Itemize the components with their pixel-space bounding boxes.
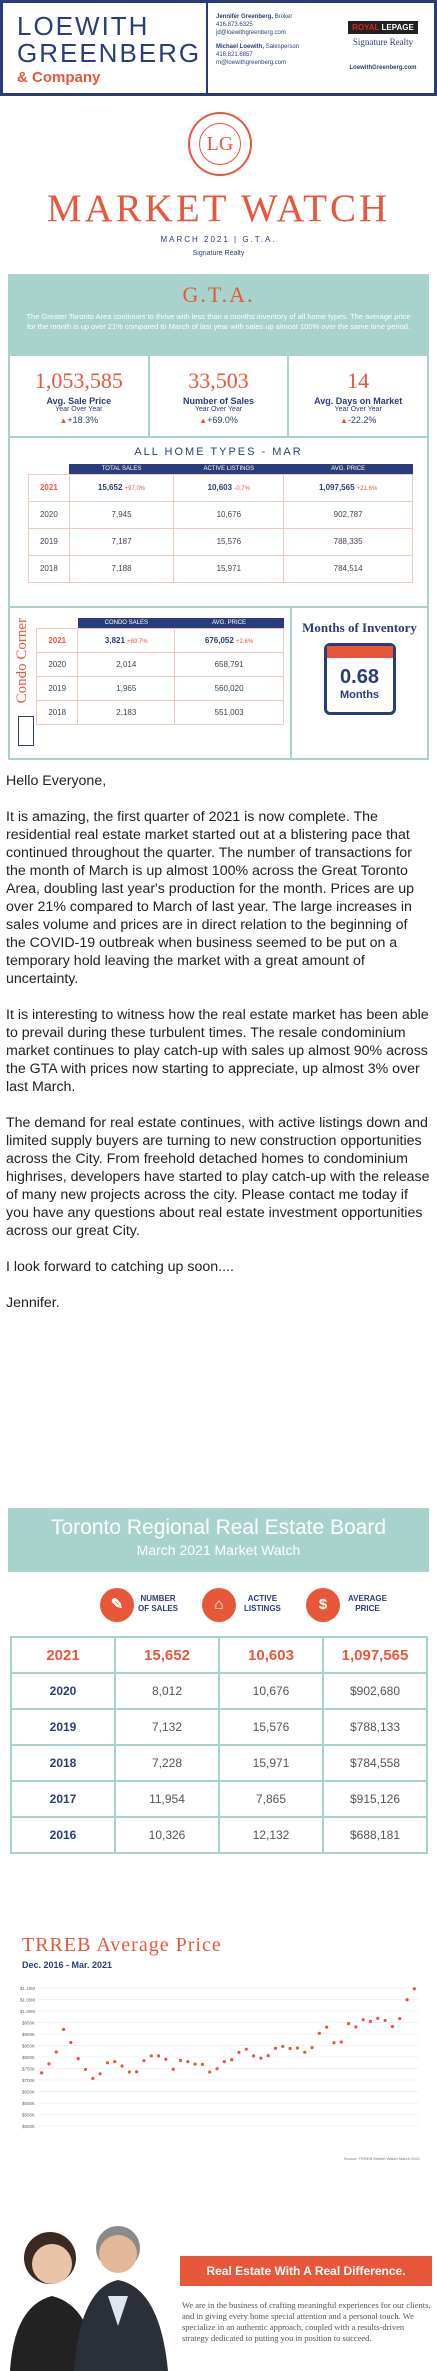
- year-cell: 2016: [11, 1817, 115, 1853]
- price-chart: [8, 1976, 429, 2156]
- data-point: [281, 2045, 284, 2048]
- y-tick-label: $500K: [21, 2124, 35, 2129]
- table-row: 2018 2,183 551,003: [37, 700, 284, 724]
- all-home-types: [10, 436, 427, 606]
- condo-inventory-section: [10, 606, 427, 758]
- stat-label: Avg. Sale Price: [46, 396, 112, 406]
- value-cell: $902,680: [323, 1673, 427, 1709]
- data-point: [150, 2054, 153, 2057]
- table-header-row: [37, 618, 284, 628]
- col-label-price: AVERAGE PRICE: [348, 1594, 387, 1613]
- value-cell: $788,133: [323, 1709, 427, 1745]
- agent2-email[interactable]: m@loewithgreenberg.com: [216, 60, 287, 66]
- trreb-header: [8, 1508, 429, 1572]
- table-row: 2020 7,945 10,676 902,787: [29, 501, 413, 528]
- value-cell: 15,576: [219, 1709, 323, 1745]
- data-point: [40, 2071, 43, 2074]
- table-row: [11, 1817, 427, 1853]
- table-row: 2020 2,014 658,791: [37, 652, 284, 676]
- data-point: [186, 2060, 189, 2063]
- value-cell: 15,652: [115, 1637, 219, 1673]
- agent1-phone[interactable]: 416.873.6325: [216, 22, 253, 28]
- trreb-column-labels: [0, 1584, 437, 1630]
- data-point: [215, 2067, 218, 2070]
- all-home-types-table: [28, 464, 413, 583]
- data-point: [237, 2051, 240, 2054]
- emblem-logo: [188, 112, 252, 176]
- inventory-unit: Months: [339, 689, 380, 701]
- stat-days-market: [289, 356, 427, 436]
- agent2-title: Salesperson: [265, 44, 300, 50]
- y-tick-label: $950K: [21, 2020, 35, 2026]
- table-row: 2021 3,821 +89.7% 676,052 +2.6%: [37, 628, 284, 652]
- tag-icon: ✎: [100, 1588, 134, 1622]
- data-point: [230, 2058, 233, 2061]
- data-point: [77, 2057, 80, 2060]
- data-point: [259, 2057, 262, 2060]
- y-tick-label: $1.00M: [19, 2009, 35, 2014]
- value-cell: 7,132: [115, 1709, 219, 1745]
- data-point: [369, 2020, 372, 2023]
- letter-paragraph-4: I look forward to catching up soon....: [6, 1259, 234, 1275]
- column-header: TOTAL SALES: [69, 464, 174, 474]
- brokerage: [338, 3, 434, 93]
- data-point: [142, 2059, 145, 2062]
- value-cell: $915,126: [323, 1781, 427, 1817]
- price-chart-svg: [8, 1976, 429, 2156]
- data-point: [245, 2048, 248, 2051]
- data-point: [289, 2047, 292, 2050]
- stat-sub: Year Over Year: [194, 406, 243, 413]
- data-point: [106, 2061, 109, 2064]
- data-point: [384, 2019, 387, 2022]
- data-point: [362, 2018, 365, 2021]
- stat-sub: Year Over Year: [55, 406, 103, 413]
- agent1-title: Broker: [274, 14, 293, 20]
- data-point: [69, 2041, 72, 2044]
- value-cell: 7,228: [115, 1745, 219, 1781]
- table-row: [11, 1673, 427, 1709]
- letter-greeting: Hello Everyone,: [6, 773, 107, 789]
- months-of-inventory: [292, 608, 427, 758]
- value-cell: 11,954: [115, 1781, 219, 1817]
- data-point: [172, 2068, 175, 2071]
- data-point: [267, 2054, 270, 2057]
- data-point: [310, 2046, 313, 2049]
- agent1-email[interactable]: jd@loewithgreenberg.com: [216, 30, 286, 36]
- data-point: [84, 2068, 87, 2071]
- inventory-value: 0.68: [340, 666, 379, 688]
- gta-title: G.T.A.: [182, 282, 255, 307]
- table-row: [11, 1781, 427, 1817]
- trreb-table: [10, 1636, 428, 1854]
- table-row: [11, 1709, 427, 1745]
- agent1-name: Jennifer Greenberg,: [216, 14, 274, 20]
- website-link[interactable]: LoewithGreenberg.com: [349, 65, 417, 71]
- value-cell: $688,181: [323, 1817, 427, 1853]
- letter: [6, 772, 431, 1330]
- col-label-listings: ACTIVE LISTINGS: [244, 1594, 281, 1613]
- data-point: [128, 2070, 131, 2073]
- condo-corner: [10, 608, 292, 758]
- table-row: 2021 15,652 +97.0% 10,603 -0.7% 1,097,565 +21.6%: [29, 474, 413, 501]
- column-header: CONDO SALES: [78, 618, 175, 628]
- year-cell: 2017: [11, 1781, 115, 1817]
- condo-table: [36, 618, 284, 725]
- data-point: [391, 2025, 394, 2028]
- data-point: [223, 2060, 226, 2063]
- market-watch-date: MARCH 2021 | G.T.A.: [160, 235, 277, 244]
- table-header-row: [29, 464, 413, 474]
- header: [0, 0, 437, 96]
- inventory-title: Months of Inventory: [302, 620, 417, 635]
- year-cell: 2018: [11, 1745, 115, 1781]
- house-icon: ⌂: [202, 1588, 236, 1622]
- stat-num-sales: [150, 356, 290, 436]
- value-cell: 10,603: [219, 1637, 323, 1673]
- market-watch-title: MARKET WATCH: [46, 187, 391, 230]
- value-cell: $784,558: [323, 1745, 427, 1781]
- value-cell: 10,676: [219, 1673, 323, 1709]
- value-cell: 7,865: [219, 1781, 323, 1817]
- data-point: [99, 2072, 102, 2075]
- trreb-title: Toronto Regional Real Estate Board: [50, 1516, 387, 1539]
- triangle-up-icon: ▲: [59, 416, 68, 425]
- table-row: [11, 1745, 427, 1781]
- data-point: [325, 2026, 328, 2029]
- y-tick-label: $1.10M: [19, 1986, 35, 1991]
- stat-label: Number of Sales: [182, 396, 255, 406]
- data-point: [405, 1998, 408, 2001]
- year-cell: 2020: [11, 1673, 115, 1709]
- all-home-types-title: ALL HOME TYPES - MAR: [134, 446, 303, 458]
- stat-change: ▲+69.0%: [199, 415, 238, 425]
- table-row: [11, 1637, 427, 1673]
- letter-signoff: Jennifer.: [6, 1295, 60, 1311]
- y-tick-label: $550K: [21, 2112, 35, 2118]
- footer: [0, 2196, 437, 2371]
- data-point: [347, 2022, 350, 2025]
- y-tick-label: $650K: [21, 2089, 35, 2095]
- gta-description: The Greater Toronto Area continues to thrive with less than a months inventory of all home types. The average price for the month is up over 21% compared to March of last year with sales up almost 100% over the same time period.: [26, 312, 411, 331]
- cta-banner[interactable]: Real Estate With A Real Difference.: [180, 2256, 432, 2286]
- data-point: [201, 2063, 204, 2066]
- table-row: 2018 7,188 15,971 784,514: [29, 555, 413, 582]
- data-point: [354, 2025, 357, 2028]
- footer-text: We are in the business of crafting meaningful experiences for our clients, and in giving every home special attention and a personal touch. We specialize in an authentic approach, coupled with a results-driven strategy dedicated to putting you in position to succeed.: [182, 2300, 431, 2343]
- data-point: [157, 2054, 160, 2057]
- data-point: [120, 2064, 123, 2067]
- column-header: AVG. PRICE: [175, 618, 284, 628]
- chart-title: TRREB Average Price: [22, 1934, 222, 1956]
- data-point: [274, 2047, 277, 2050]
- data-point: [340, 2040, 343, 2043]
- agent2-phone[interactable]: 416.821.6857: [216, 52, 253, 58]
- stat-value: 1,053,585: [34, 368, 123, 393]
- agents-photo: [0, 2196, 175, 2371]
- gta-panel: [8, 274, 429, 760]
- value-cell: 8,012: [115, 1673, 219, 1709]
- brand-line2: GREENBERG: [17, 38, 202, 68]
- data-point: [113, 2060, 116, 2063]
- agent-contacts: [208, 3, 338, 93]
- market-watch-by: Signature Realty: [192, 250, 245, 257]
- chart-subtitle: Dec. 2016 - Mar. 2021: [22, 1960, 113, 1970]
- col-label-sales: NUMBER OF SALES: [138, 1594, 179, 1613]
- data-point: [55, 2050, 58, 2053]
- stat-change: ▲+18.3%: [59, 415, 99, 425]
- table-row: 2019 7,187 15,576 788,335: [29, 528, 413, 555]
- letter-paragraph-2: It is interesting to witness how the real estate market has been able to prevail during these turbulent times. The resale condominium market continues to play catch-up with sales up almost 90% across the GTA with prices now starting to appreciate, up almost 3% over last March.: [6, 1007, 429, 1095]
- data-point: [252, 2054, 255, 2057]
- emblem-letters: LG: [199, 123, 241, 165]
- stat-value: 33,503: [188, 368, 249, 393]
- data-point: [208, 2070, 211, 2073]
- table-row: 2019 1,965 560,020: [37, 676, 284, 700]
- y-tick-label: $1.05M: [19, 1997, 35, 2003]
- data-point: [332, 2041, 335, 2044]
- value-cell: 1,097,565: [323, 1637, 427, 1673]
- trreb-subtitle: March 2021 Market Watch: [136, 1542, 301, 1558]
- calendar-icon: [324, 643, 396, 715]
- y-tick-label: $900K: [21, 2032, 35, 2037]
- y-tick-label: $700K: [21, 2078, 35, 2083]
- royal-lepage-logo: ROYAL LEPAGE: [348, 21, 418, 34]
- data-point: [62, 2028, 65, 2031]
- data-point: [164, 2058, 167, 2061]
- y-tick-label: $750K: [21, 2066, 35, 2072]
- column-header: ACTIVE LISTINGS: [174, 464, 284, 474]
- value-cell: 12,132: [219, 1817, 323, 1853]
- data-point: [318, 2032, 321, 2035]
- stat-sub: Year Over Year: [334, 406, 382, 413]
- brand-line3: & Company: [17, 69, 101, 86]
- stat-value: 14: [347, 368, 370, 393]
- letter-paragraph-1: It is amazing, the first quarter of 2021 is now complete. The residential real estate market started out at a blistering pace that continued throughout the quarter. The number of transactions for the month of March is up almost 100% across the Great Toronto Area, doubling last year's production for the month. Prices are up over 21% compared to March of last year. The large increases in sales volume and prices are in direct relation to the beginning of the COVID-19 outbreak when business seemed to be put on a temporary hold leaving the market with a great amount of uncertainty.: [6, 809, 415, 987]
- y-tick-label: $600K: [21, 2101, 35, 2106]
- y-tick-label: $850K: [21, 2043, 35, 2049]
- stat-change: ▲-22.2%: [339, 415, 377, 425]
- data-point: [194, 2063, 197, 2066]
- triangle-up-icon: ▲: [199, 416, 208, 425]
- data-point: [398, 2017, 401, 2020]
- data-point: [135, 2070, 138, 2073]
- triangle-up-icon: ▲: [339, 416, 348, 425]
- data-point: [413, 1987, 416, 1990]
- data-point: [179, 2059, 182, 2062]
- gta-header: [10, 276, 427, 356]
- data-point: [47, 2062, 50, 2065]
- year-cell: 2019: [11, 1709, 115, 1745]
- agent2-name: Michael Loewith,: [216, 44, 265, 50]
- stat-avg-price: [10, 356, 150, 436]
- y-tick-label: $800K: [21, 2055, 35, 2060]
- dollar-icon: $: [306, 1588, 340, 1622]
- year-cell: 2021: [11, 1637, 115, 1673]
- chart-source: Source: TRREB Market Watch March 2021: [343, 2156, 420, 2161]
- brokerage-sub: Signature Realty: [352, 37, 414, 47]
- data-point: [376, 2017, 379, 2020]
- value-cell: 10,326: [115, 1817, 219, 1853]
- gta-stats: [10, 356, 427, 436]
- data-point: [303, 2051, 306, 2054]
- value-cell: 15,971: [219, 1745, 323, 1781]
- data-point: [91, 2077, 94, 2080]
- condo-corner-label: Condo Corner: [14, 618, 30, 704]
- stat-label: Avg. Days on Market: [314, 396, 403, 406]
- brand-logo[interactable]: [3, 3, 208, 93]
- data-point: [296, 2046, 299, 2049]
- building-icon: [18, 716, 34, 746]
- column-header: AVG. PRICE: [284, 464, 413, 474]
- brand-line1: LOEWITH: [17, 11, 150, 41]
- letter-paragraph-3: The demand for real estate continues, with active listings down and limited supply buyers are turning to new construction opportunities across the City. From freehold detached homes to condominium highrises, developers have started to play catch-up with the release of many new projects across the city. Please contact me today if you have any questions about real estate investment opportunities across our great City.: [6, 1115, 430, 1239]
